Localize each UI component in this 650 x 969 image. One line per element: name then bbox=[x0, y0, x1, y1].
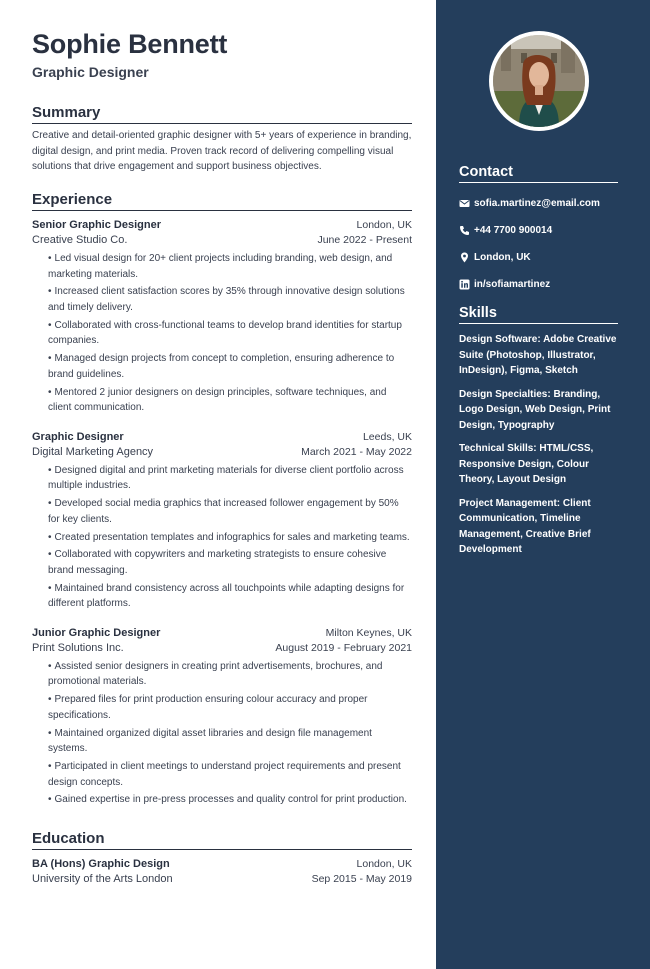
job-bullet: • Participated in client meetings to understand project requirements and present design concepts. bbox=[48, 761, 401, 788]
job-bullet: • Assisted senior designers in creating print advertisements, brochures, and promotional materials. bbox=[48, 660, 383, 688]
job-bullets bbox=[32, 463, 412, 612]
job-dates: March 2021 - May 2022 bbox=[301, 445, 412, 458]
education-entry bbox=[32, 857, 412, 887]
job-title: Graphic Designer bbox=[32, 430, 124, 443]
skill-item: Design Specialties: Branding, Logo Design, Web Design, Print Design, Typography bbox=[459, 388, 611, 431]
job-bullet: • Gained expertise in pre-press processes and quality control for print production. bbox=[48, 794, 407, 806]
job-bullet: • Prepared files for print production ensuring colour accuracy and proper specifications. bbox=[48, 694, 368, 721]
job-location: Milton Keynes, UK bbox=[325, 626, 412, 639]
phone-icon bbox=[459, 225, 470, 236]
contact-location: London, UK bbox=[459, 250, 618, 264]
job-bullet: • Maintained brand consistency across all touchpoints while adapting designs for different platforms. bbox=[48, 582, 405, 610]
job-bullets bbox=[32, 251, 412, 416]
experience-heading: Experience bbox=[32, 191, 412, 211]
contact-linkedin[interactable]: in/sofiamartinez bbox=[459, 277, 618, 291]
sidebar bbox=[436, 0, 650, 969]
profile-photo bbox=[493, 35, 585, 127]
location-pin-icon bbox=[459, 252, 470, 263]
job-entry bbox=[32, 626, 412, 808]
envelope-icon bbox=[459, 198, 470, 209]
job-bullet: • Managed design projects from concept to completion, ensuring adherence to brand guidelines. bbox=[48, 353, 395, 380]
profile-photo-frame bbox=[489, 31, 589, 131]
job-bullet: • Collaborated with cross-functional teams to develop brand identities for startup companies. bbox=[48, 319, 402, 347]
job-bullet: • Led visual design for 20+ client projects including branding, web design, and marketing materials. bbox=[48, 253, 393, 280]
skills-heading: Skills bbox=[459, 304, 618, 324]
candidate-role: Graphic Designer bbox=[32, 64, 149, 80]
job-bullet: • Developed social media graphics that increased follower engagement by 50% for key clients. bbox=[48, 498, 399, 525]
job-bullet: • Mentored 2 junior designers on design principles, software techniques, and client communication. bbox=[48, 386, 387, 414]
candidate-name: Sophie Bennett bbox=[32, 29, 228, 59]
contact-phone[interactable]: +44 7700 900014 bbox=[459, 223, 618, 237]
job-title: Senior Graphic Designer bbox=[32, 219, 161, 232]
job-bullet: • Designed digital and print marketing materials for diverse client portfolio across multiple industries. bbox=[48, 464, 404, 492]
skill-item: Technical Skills: HTML/CSS, Responsive Design, Colour Theory, Layout Design bbox=[459, 443, 594, 485]
job-entry bbox=[32, 218, 412, 416]
skills-section bbox=[459, 304, 618, 558]
job-location: London, UK bbox=[356, 219, 412, 232]
skill-item: Design Software: Adobe Creative Suite (Photoshop, Illustrator, InDesign), Figma, Sketch bbox=[459, 334, 617, 376]
job-dates: June 2022 - Present bbox=[317, 234, 412, 247]
education-heading: Education bbox=[32, 830, 412, 850]
contact-email[interactable]: sofia.martinez@email.com bbox=[459, 196, 618, 210]
job-company: Digital Marketing Agency bbox=[32, 445, 154, 458]
job-title: Junior Graphic Designer bbox=[32, 626, 161, 639]
job-company: Creative Studio Co. bbox=[32, 234, 128, 247]
job-company: Print Solutions Inc. bbox=[32, 641, 124, 654]
job-location: Leeds, UK bbox=[362, 430, 412, 443]
job-bullet: • Maintained organized digital asset libraries and design file management systems. bbox=[48, 727, 372, 755]
school: University of the Arts London bbox=[32, 872, 173, 885]
job-bullets bbox=[32, 659, 412, 808]
job-bullet: • Increased client satisfaction scores by 35% through innovative design solutions and timely delivery. bbox=[48, 286, 405, 314]
summary-heading: Summary bbox=[32, 104, 412, 124]
summary-text: Creative and detail-oriented graphic designer with 5+ years of experience in branding, digital design, and print media. Proven track record of delivering compelling visual solutions that drive engagement and support business objectives. bbox=[32, 130, 412, 173]
degree: BA (Hons) Graphic Design bbox=[32, 857, 170, 870]
contact-heading: Contact bbox=[459, 163, 618, 183]
linkedin-icon bbox=[459, 279, 470, 290]
contact-section bbox=[459, 163, 618, 291]
main-column bbox=[32, 28, 412, 887]
job-bullet: • Collaborated with copywriters and marketing strategists to ensure cohesive brand messaging. bbox=[48, 549, 387, 576]
job-bullet: • Created presentation templates and infographics for sales and marketing teams. bbox=[48, 531, 410, 543]
education-dates: Sep 2015 - May 2019 bbox=[311, 872, 412, 885]
skill-item: Project Management: Client Communication, Timeline Management, Creative Brief Development bbox=[459, 497, 591, 555]
education-location: London, UK bbox=[356, 857, 412, 870]
job-entry bbox=[32, 430, 412, 612]
job-dates: August 2019 - February 2021 bbox=[275, 641, 412, 654]
